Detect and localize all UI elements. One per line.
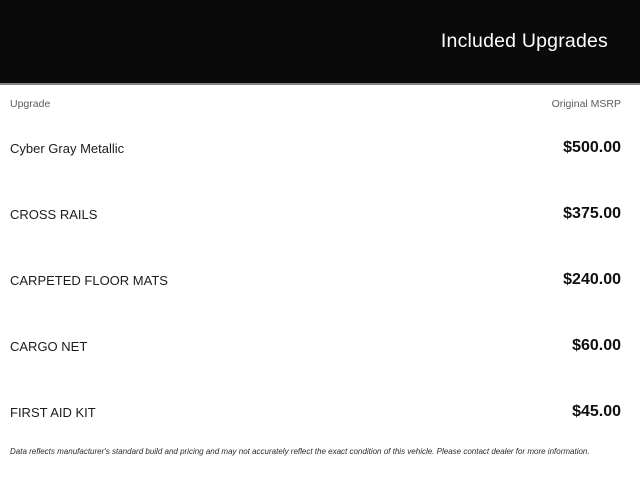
upgrade-price: $45.00: [572, 403, 621, 420]
page-title: Included Upgrades: [440, 30, 608, 52]
table-column-headers: [10, 85, 621, 110]
disclaimer-text: Data reflects manufacturer's standard build and pricing and may not accurately reflect the exact condition of this vehicle. Please contact dealer for more information.: [10, 447, 590, 456]
upgrade-name: Cyber Gray Metallic: [10, 140, 125, 156]
table-row: [10, 115, 621, 181]
table-row: [10, 379, 621, 445]
upgrade-price: $500.00: [563, 139, 621, 156]
upgrades-table: [0, 85, 640, 457]
upgrade-price: $375.00: [563, 205, 621, 222]
upgrade-name: CARPETED FLOOR MATS: [10, 272, 168, 288]
upgrade-price: $60.00: [572, 337, 621, 354]
upgrade-name: CARGO NET: [10, 338, 88, 354]
header-bar: [0, 0, 640, 85]
table-row: [10, 247, 621, 313]
upgrade-price: $240.00: [563, 271, 621, 288]
upgrade-name: CROSS RAILS: [10, 206, 98, 222]
table-row: [10, 313, 621, 379]
column-header-msrp: Original MSRP: [551, 98, 621, 110]
upgrade-name: FIRST AID KIT: [10, 404, 96, 420]
table-rows: [10, 115, 621, 445]
column-header-upgrade: Upgrade: [10, 98, 51, 110]
table-row: [10, 181, 621, 247]
